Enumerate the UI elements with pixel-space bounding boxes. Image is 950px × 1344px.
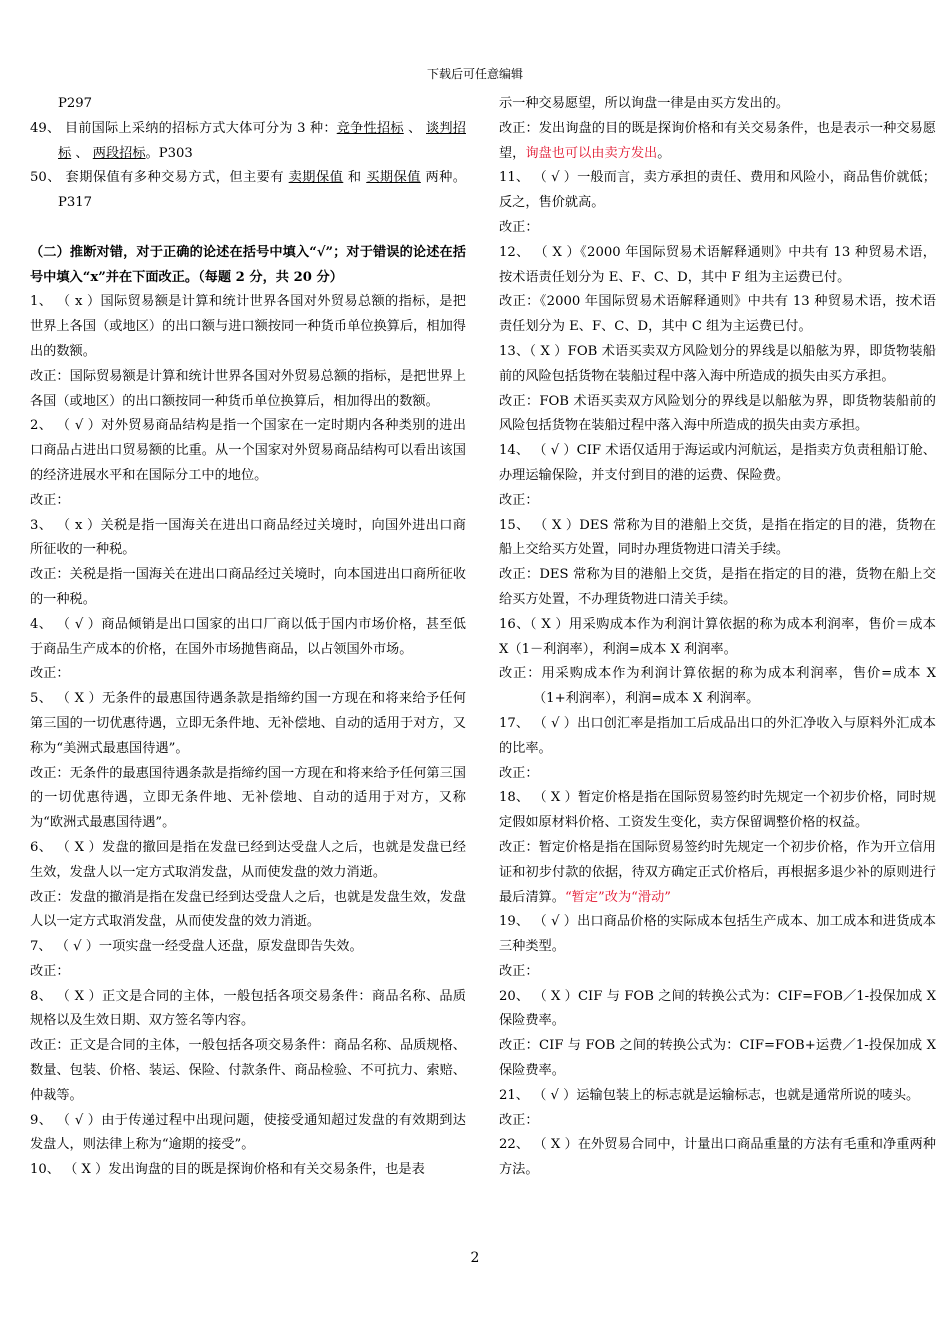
correction-2: 改正： (30, 492, 70, 508)
correction-19: 改正： (499, 963, 539, 979)
question-19: 19、 （ √ ）出口商品价格的实际成本包括生产成本、加工成本和进货成本三种类型。 (499, 914, 936, 955)
spacer (30, 216, 466, 241)
question-5: 5、 （ X ）无条件的最惠国待遇条款是指缔约国一方现在和将来给予任何第三国的一切优惠待遇，立即无条件地、无补偿地、自动的适用于对方，又称为“美洲式最惠国待遇”。 (30, 691, 466, 756)
correction-17: 改正： (499, 765, 539, 781)
correction-7: 改正： (30, 963, 70, 979)
correction-1: 改正：国际贸易额是计算和统计世界各国对外贸易总额的指标，是把世界上各国（或地区）的出口额按同一种货币单位换算后，相加得出的数额。 (30, 368, 466, 409)
page-number: 2 (470, 1250, 480, 1266)
question-10-continued: 示一种交易愿望，所以询盘一律是由买方发出的。 (499, 96, 790, 111)
question-20: 20、 （ X ）CIF 与 FOB 之间的转换公式为：CIF=FOB／1-投保加成 X 保险费率。 (499, 988, 936, 1029)
correction-15: 改正：DES 常称为目的港船上交货，是指在指定的目的港，货物在船上交给买方处置，不办理货物进口清关手续。 (499, 567, 936, 607)
correction-8: 改正：正文是合同的主体，一般包括各项交易条件：商品名称、品质规格、数量、包装、价格、装运、保险、付款条件、商品检验、不可抗力、索赔、仲裁等。 (30, 1038, 466, 1103)
question-18: 18、 （ X ）暂定价格是指在国际贸易签约时先规定一个初步价格，同时规定假如原材料价格、工资发生变化，卖方保留调整价格的权益。 (499, 790, 936, 831)
question-6: 6、 （ X ）发盘的撤回是指在发盘已经到达受盘人之后，也就是发盘已经生效，发盘人以一定方式取消发盘，从而使发盘的效力消逝。 (30, 839, 466, 880)
correction-4: 改正： (30, 666, 70, 682)
question-1: 1、 （ x ）国际贸易额是计算和统计世界各国对外贸易总额的指标，是把世界上各国（或地区）的出口额与进口额按同一种货币单位换算后，相加得出的数额。 (30, 294, 466, 359)
question-22: 22、 （ X ）在外贸易合同中，计量出口商品重量的方法有毛重和净重两种方法。 (499, 1137, 936, 1178)
question-13: 13、（ X ）FOB 术语买卖双方风险划分的界线是以船舷为界，即货物装船前的风险包括货物在装船过程中落入海中所造成的损失由买方承担。 (499, 343, 936, 384)
question-9: 9、 （ √ ）由于传递过程中出现问题，使接受通知超过发盘的有效期到达发盘人，则法律上称为“逾期的接受”。 (30, 1112, 466, 1153)
correction-13: 改正：FOB 术语买卖双方风险划分的界线是以船舷为界，即货物装船前的风险包括货物在装船过程中落入海中所造成的损失由卖方承担。 (499, 393, 936, 434)
correction-21: 改正： (499, 1112, 539, 1128)
page-ref: P297 (58, 96, 93, 111)
question-49: 49、 目前国际上采纳的招标方式大体可分为 3 种：竞争性招标 、 谈判招标 、 两段招标。P303 (30, 120, 466, 161)
question-3: 3、 （ x ）关税是指一国海关在进出口商品经过关境时，向国外进出口商所征收的一种税。 (30, 517, 466, 558)
correction-5: 改正：无条件的最惠国待遇条款是指缔约国一方现在和将来给予任何第三国的一切优惠待遇，立即无条件地、无补偿地、自动的适用于对方，又称为“欧洲式最惠国待遇”。 (30, 765, 466, 831)
section-heading: （二）推断对错，对于正确的论述在括号中填入“√”；对于错误的论述在括号中填入“x”并在下面改正。（每题 2 分，共 20 分） (30, 244, 466, 285)
question-10: 10、 （ X ）发出询盘的目的既是探询价格和有关交易条件，也是表 (30, 1162, 425, 1178)
question-4: 4、 （ √ ）商品倾销是出口国家的出口厂商以低于国内市场价格，甚至低于商品生产成本的价格，在国外市场抛售商品，以占领国外市场。 (30, 616, 466, 657)
correction-3: 改正：关税是指一国海关在进出口商品经过关境时，向本国进出口商所征收的一种税。 (30, 567, 466, 607)
question-16: 16、（ X ）用采购成本作为利润计算依据的称为成本利润率，售价＝成本 X（1－利润率），利润=成本 X 利润率。 (499, 616, 936, 657)
question-21: 21、 （ √ ）运输包装上的标志就是运输标志，也就是通常所说的唛头。 (499, 1087, 920, 1103)
question-8: 8、 （ X ）正文是合同的主体，一般包括各项交易条件：商品名称、品质规格以及生效日期、双方签名等内容。 (30, 988, 466, 1029)
question-12: 12、 （ X ）《2000 年国际贸易术语解释通则》中共有 13 种贸易术语，按术语责任划分为 E、F、C、D，其中 F 组为主运费已付。 (499, 244, 936, 285)
right-column (499, 92, 936, 1183)
correction-16: 改正：用采购成本作为利润计算依据的称为成本利润率，售价=成本 X（1+利润率），利润=成本 X 利润率。 (499, 666, 936, 707)
correction-11: 改正： (499, 219, 539, 235)
correction-18: 改正：暂定价格是指在国际贸易签约时先规定一个初步价格，作为开立信用证和初步付款的依据，待双方确定正式价格后，再根据多退少补的原则进行最后清算。“暂定”改为“滑动” (499, 839, 936, 905)
correction-6: 改正：发盘的撤消是指在发盘已经到达受盘人之后，也就是发盘生效，发盘人以一定方式取消发盘，从而使发盘的效力消逝。 (30, 889, 466, 930)
question-2: 2、 （ √ ）对外贸易商品结构是指一个国家在一定时期内各种类别的进出口商品占进出口贸易额的比重。从一个国家对外贸易商品结构可以看出该国的经济进展水平和在国际分工中的地位。 (30, 418, 466, 483)
question-11: 11、 （ √ ）一般而言，卖方承担的责任、费用和风险小，商品售价就低；反之，售价就高。 (499, 170, 936, 211)
correction-10: 改正：发出询盘的目的既是探询价格和有关交易条件，也是表示一种交易愿望，询盘也可以由卖方发出。 (499, 120, 936, 161)
question-7: 7、 （ √ ）一项实盘一经受盘人还盘，原发盘即告失效。 (30, 939, 363, 955)
correction-20: 改正：CIF 与 FOB 之间的转换公式为：CIF=FOB+运费／1-投保加成 X 保险费率。 (499, 1038, 936, 1079)
question-50: 50、 套期保值有多种交易方式，但主要有 卖期保值 和 买期保值 两种。P317 (30, 170, 466, 211)
page-header: 下载后可任意编辑 (426, 67, 523, 81)
correction-14: 改正： (499, 492, 539, 508)
question-17: 17、 （ √ ）出口创汇率是指加工后成品出口的外汇净收入与原料外汇成本的比率。 (499, 715, 936, 756)
correction-12: 改正：《2000 年国际贸易术语解释通则》中共有 13 种贸易术语，按术语责任划分为 E、F、C、D，其中 C 组为主运费已付。 (499, 294, 936, 335)
question-15: 15、 （ X ）DES 常称为目的港船上交货，是指在指定的目的港，货物在船上交给买方处置，同时办理货物进口清关手续。 (499, 517, 936, 558)
question-14: 14、 （ √ ）CIF 术语仅适用于海运或内河航运，是指卖方负责租船订舱、办理运输保险，并支付到目的港的运费、保险费。 (499, 443, 936, 483)
left-column (30, 92, 466, 1183)
